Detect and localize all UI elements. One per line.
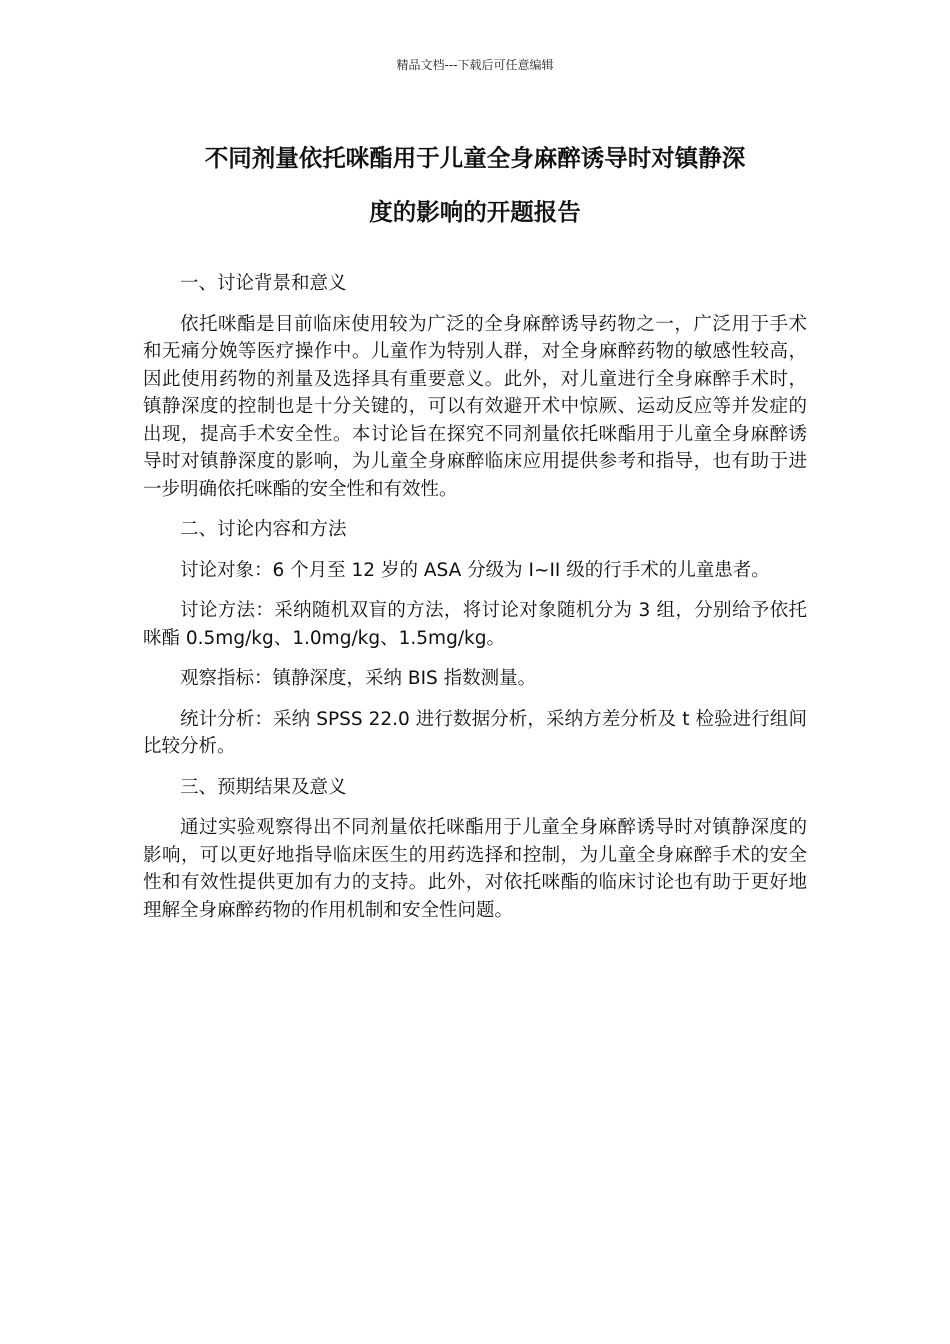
- paragraph-indicators: 观察指标：镇静深度，采纳 BIS 指数测量。: [180, 668, 537, 689]
- title-line-1: 不同剂量依托咪酯用于儿童全身麻醉诱导时对镇静深: [204, 144, 746, 172]
- paragraph-subjects: 讨论对象：6 个月至 12 岁的 ASA 分级为 I~II 级的行手术的儿童患者。: [180, 559, 770, 581]
- section-heading-expected-results: 三、预期结果及意义: [180, 776, 347, 798]
- paragraph-method: 讨论方法：采纳随机双盲的方法，将讨论对象随机分为 3 组，分别给予依托咪酯 0.5mg/kg、1.0mg/kg、1.5mg/kg。: [143, 600, 807, 649]
- title-line-2: 度的影响的开题报告: [369, 198, 581, 226]
- page-header: 精品文档---下载后可任意编辑: [396, 58, 554, 72]
- paragraph-statistics: 统计分析：采纳 SPSS 22.0 进行数据分析，采纳方差分析及 t 检验进行组间比较分析。: [143, 708, 807, 757]
- section-heading-background: 一、讨论背景和意义: [180, 273, 347, 294]
- paragraph-expected-results: 通过实验观察得出不同剂量依托咪酯用于儿童全身麻醉诱导时对镇静深度的影响，可以更好地指导临床医生的用药选择和控制，为儿童全身麻醉手术的安全性和有效性提供更加有力的支持。此外，对依托咪酯的临床讨论也有助于更好地理解全身麻醉药物的作用机制和安全性问题。: [143, 817, 807, 921]
- paragraph-background: 依托咪酯是目前临床使用较为广泛的全身麻醉诱导药物之一，广泛用于手术和无痛分娩等医疗操作中。儿童作为特别人群，对全身麻醉药物的敏感性较高，因此使用药物的剂量及选择具有重要意义。此外，对儿童进行全身麻醉手术时，镇静深度的控制也是十分关键的，可以有效避开术中惊厥、运动反应等并发症的出现，提高手术安全性。本讨论旨在探究不同剂量依托咪酯用于儿童全身麻醉诱导时对镇静深度的影响，为儿童全身麻醉临床应用提供参考和指导，也有助于进一步明确依托咪酯的安全性和有效性。: [143, 313, 807, 500]
- document-title: [120, 138, 830, 232]
- document-body: [143, 270, 807, 937]
- section-heading-methods: 二、讨论内容和方法: [180, 519, 347, 540]
